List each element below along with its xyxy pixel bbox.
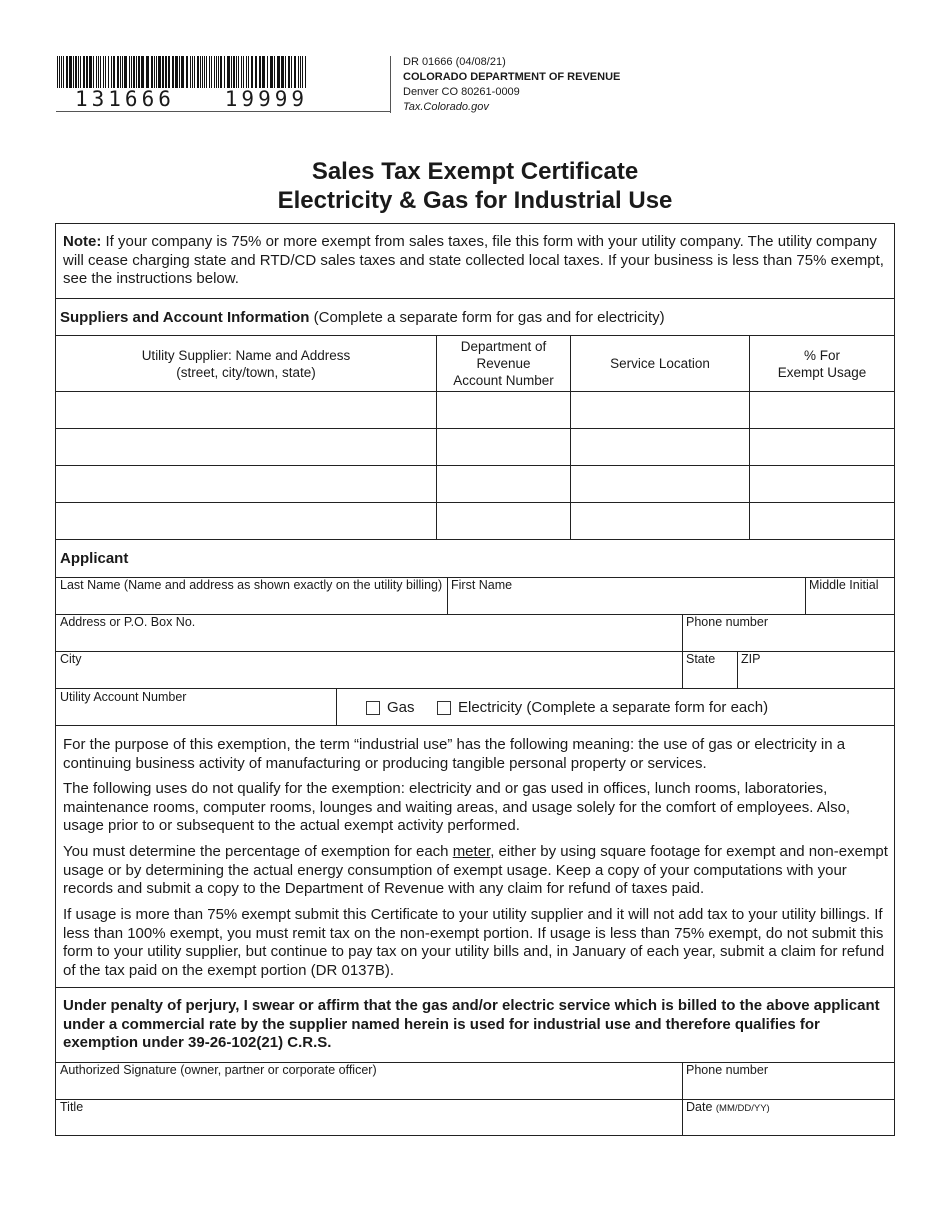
instruction-submission: If usage is more than 75% exempt submit this Certificate to your utility supplier and it will not add tax to your utility billings. If less than 100% exempt, you must remit tax on the non-exempt portion. If usage is less than 75% exempt, do not submit this form to your utility supplier, but continue to pay tax on your utility bills and, in January of each year, submit a claim for refund of the tax paid on the exempt portion (DR 0137B).: [63, 906, 885, 979]
form-title-line1: Sales Tax Exempt Certificate: [311, 158, 639, 185]
form-body: [55, 223, 895, 1136]
gas-label: Gas: [387, 699, 415, 716]
barcode: [57, 56, 309, 88]
column-header-service-location: Service Location: [610, 356, 710, 371]
supplier-name-field-2[interactable]: [56, 429, 436, 465]
department-address: Denver CO 80261-0009: [403, 86, 520, 98]
suppliers-subheading: (Complete a separate form for gas and for electricity): [309, 309, 665, 326]
first-name-field[interactable]: [448, 578, 805, 614]
service-location-field-2[interactable]: [571, 429, 749, 465]
last-name-label: Last Name (Name and address as shown exactly on the utility billing): [60, 578, 443, 592]
service-location-field-1[interactable]: [571, 392, 749, 428]
service-location-field-4[interactable]: [571, 503, 749, 539]
phone-number-field[interactable]: [683, 615, 894, 651]
last-name-field[interactable]: [56, 578, 447, 614]
perjury-affirmation: Under penalty of perjury, I swear or affirm that the gas and/or electric service which is billed to the above applicant under a commercial rate by the supplier named herein is used for industrial use and therefore qualifies for exemption under 39-26-102(21) C.R.S.: [63, 997, 880, 1051]
utility-account-label: Utility Account Number: [60, 690, 187, 704]
address-label: Address or P.O. Box No.: [60, 615, 196, 629]
zip-label: ZIP: [741, 652, 761, 666]
first-name-label: First Name: [451, 578, 513, 592]
phone-number-label: Phone number: [686, 615, 769, 629]
supplier-name-field-1[interactable]: [56, 392, 436, 428]
header-divider: [390, 56, 391, 113]
form-number: DR 01666 (04/08/21): [403, 56, 506, 68]
account-number-field-3[interactable]: [437, 466, 570, 502]
note-label: Note:: [63, 233, 102, 250]
electricity-checkbox[interactable]: [437, 701, 451, 715]
supplier-name-field-3[interactable]: [56, 466, 436, 502]
exempt-usage-field-1[interactable]: [750, 392, 894, 428]
suppliers-heading: [60, 308, 665, 327]
city-field[interactable]: [56, 652, 682, 688]
title-label: Title: [60, 1100, 84, 1114]
electricity-label: Electricity (Complete a separate form for each): [458, 699, 769, 716]
department-website: Tax.Colorado.gov: [403, 101, 489, 113]
supplier-name-field-4[interactable]: [56, 503, 436, 539]
middle-initial-field[interactable]: [806, 578, 894, 614]
exempt-usage-field-3[interactable]: [750, 466, 894, 502]
zip-field[interactable]: [738, 652, 894, 688]
address-field[interactable]: [56, 615, 682, 651]
barcode-underline: [56, 111, 391, 112]
department-name: COLORADO DEPARTMENT OF REVENUE: [403, 71, 621, 83]
exempt-usage-field-4[interactable]: [750, 503, 894, 539]
instruction-industrial-use: For the purpose of this exemption, the term “industrial use” has the following meaning: the use of gas or electricity in a continuing business activity of manufacturing or producing tangible personal property or services.: [63, 736, 846, 772]
instruction-exemption-percentage: You must determine the percentage of exemption for each meter, either by using square footage for exempt and non-exempt usage or by determining the actual energy consumption of exempt usage. Keep a copy of your computations with your records and submit a copy to the Department of Revenue with any claim for refund of taxes paid.: [63, 843, 888, 897]
column-header-exempt-usage: % For Exempt Usage: [777, 347, 867, 380]
date-label: Date (MM/DD/YY): [686, 1100, 770, 1114]
service-location-field-3[interactable]: [571, 466, 749, 502]
form-info: [403, 55, 620, 115]
column-header-supplier: Utility Supplier: Name and Address (street, city/town, state): [141, 347, 351, 380]
note-section: [63, 233, 891, 289]
account-number-field-1[interactable]: [437, 392, 570, 428]
column-header-account-number: Department of Revenue Account Number: [453, 339, 554, 388]
utility-account-field[interactable]: [56, 689, 336, 725]
account-number-field-4[interactable]: [437, 503, 570, 539]
city-label: City: [60, 652, 82, 666]
signer-phone-label: Phone number: [686, 1063, 769, 1077]
title-field[interactable]: [56, 1100, 682, 1135]
note-text: If your company is 75% or more exempt from sales taxes, file this form with your utility company. The utility company will cease charging state and RTD/CD sales taxes and state collected local taxes. If your business is less than 75% exempt, see the instructions below.: [63, 233, 884, 287]
suppliers-heading-bold: Suppliers and Account Information: [60, 309, 310, 326]
signature-field[interactable]: [56, 1063, 682, 1099]
state-label: State: [686, 652, 716, 666]
barcode-number: 131666 19999: [75, 87, 309, 111]
date-format-hint: (MM/DD/YY): [715, 1103, 770, 1114]
applicant-heading: Applicant: [60, 550, 129, 567]
exempt-usage-field-2[interactable]: [750, 429, 894, 465]
gas-checkbox[interactable]: [366, 701, 380, 715]
middle-initial-label: Middle Initial: [809, 578, 879, 592]
instruction-non-qualifying-uses: The following uses do not qualify for the exemption: electricity and or gas used in offices, lunch rooms, laboratories, maintenance rooms, computer rooms, lounges and waiting areas, and usage solely for the comfort of employees. Also, usage prior to or subsequent to the actual exempt activity performed.: [63, 780, 851, 834]
signer-phone-field[interactable]: [683, 1063, 894, 1099]
meter-underlined: meter: [452, 843, 491, 860]
state-field[interactable]: [683, 652, 737, 688]
date-field[interactable]: [683, 1100, 894, 1135]
signature-label: Authorized Signature (owner, partner or corporate officer): [60, 1063, 377, 1077]
account-number-field-2[interactable]: [437, 429, 570, 465]
form-title-line2: Electricity & Gas for Industrial Use: [277, 187, 673, 214]
